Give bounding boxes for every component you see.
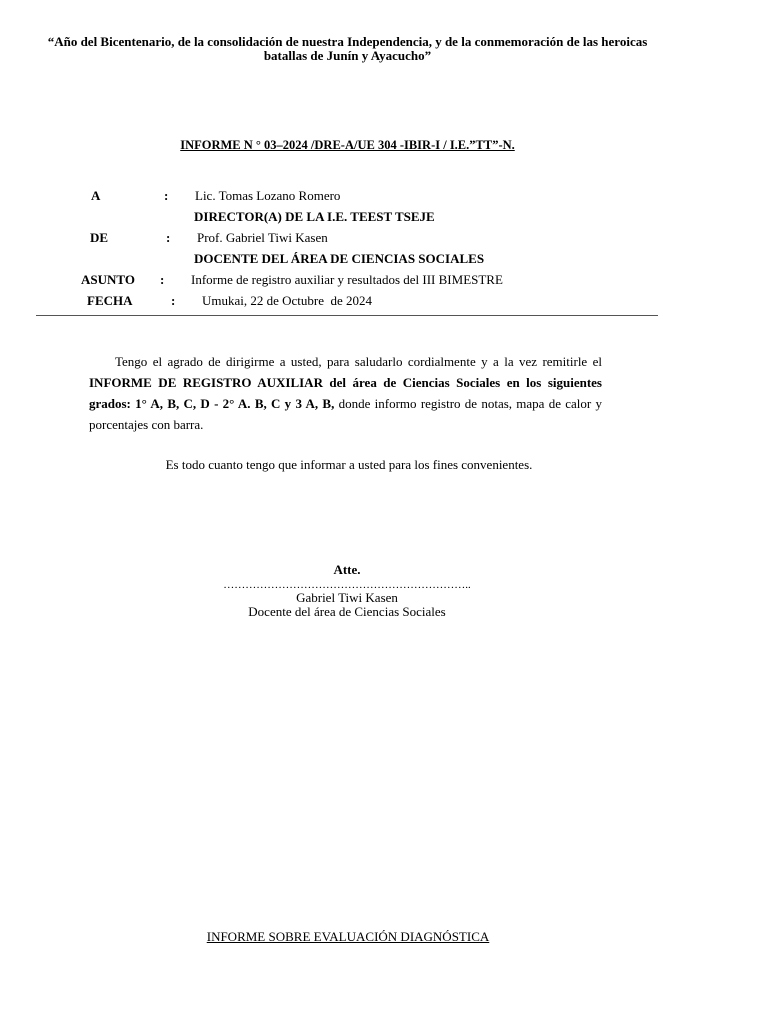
closing-sentence: Es todo cuanto tengo que informar a usted para los fines convenientes. <box>165 457 533 472</box>
signer-role: Docente del área de Ciencias Sociales <box>248 604 446 619</box>
year-line-1: “Año del Bicentenario, de la consolidación de nuestra Independencia, y de la conmemoración de las heroicas <box>47 34 648 49</box>
report-number-title: INFORME N ° 03–2024 /DRE-A/UE 304 -IBIR-I / I.E.”TT”-N. <box>180 138 515 152</box>
signature-line: ………………………………………………………….. <box>223 579 471 591</box>
subject-value: Informe de registro auxiliar y resultados del III BIMESTRE <box>191 272 503 287</box>
body-bold-text: INFORME DE REGISTRO AUXILIAR del área de Ciencias Sociales en los siguientes grados: 1° A, B, C, D - 2° A. B, C y 3 A, B, <box>89 375 602 411</box>
to-label: A <box>91 188 101 203</box>
from-name: Prof. Gabriel Tiwi Kasen <box>197 230 328 245</box>
signer-name: Gabriel Tiwi Kasen <box>296 590 398 605</box>
date-label: FECHA <box>87 293 133 308</box>
to-colon: : <box>164 188 169 203</box>
header-divider <box>36 315 658 316</box>
subject-colon: : <box>160 272 165 287</box>
signature-salutation: Atte. <box>333 562 361 577</box>
body-intro: Tengo el agrado de dirigirme a usted, para saludarlo cordialmente y a la vez remitirle el <box>115 354 602 369</box>
subject-label: ASUNTO <box>81 272 135 287</box>
body-rest: donde informo registro de notas, mapa de calor y porcentajes con barra. <box>89 396 603 432</box>
next-section-title: INFORME SOBRE EVALUACIÓN DIAGNÓSTICA <box>206 929 490 944</box>
from-colon: : <box>166 230 171 245</box>
to-role: DIRECTOR(A) DE LA I.E. TEEST TSEJE <box>194 209 435 224</box>
date-value: Umukai, 22 de Octubre de 2024 <box>202 293 373 308</box>
from-role: DOCENTE DEL ÁREA DE CIENCIAS SOCIALES <box>194 251 485 266</box>
body-paragraph <box>89 351 602 435</box>
signature-block <box>190 563 504 619</box>
to-name: Lic. Tomas Lozano Romero <box>195 188 341 203</box>
commemorative-year-heading <box>40 35 655 63</box>
year-line-2: batallas de Junín y Ayacucho” <box>263 48 432 63</box>
from-label: DE <box>90 230 109 245</box>
date-colon: : <box>171 293 176 308</box>
